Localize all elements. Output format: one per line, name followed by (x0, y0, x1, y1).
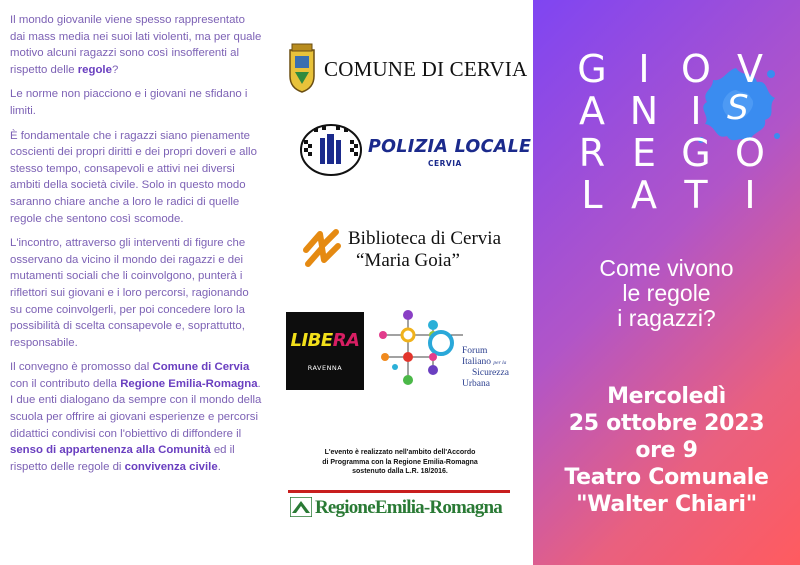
libera-subtitle: RAVENNA (307, 364, 343, 372)
libera-word-b: RA (332, 330, 360, 351)
title-row-4 (577, 174, 787, 216)
title-letter: I (744, 173, 756, 217)
intro-p1-text: Il mondo giovanile viene spesso rappresentato dai mass media nei suoi lati violenti, ma per quale motivo alcuni ragazzi sono così insofferenti al rispetto delle (10, 14, 262, 76)
title-letter: N (629, 89, 659, 133)
title-letter: G (681, 131, 711, 175)
biblioteca-name: Biblioteca di Cervia (348, 228, 502, 249)
title-letter: I (690, 89, 702, 133)
biblioteca-swirl-icon (300, 220, 344, 272)
intro-p5-b: Comune di Cervia (152, 361, 250, 374)
title-letter: E (631, 131, 656, 175)
title-letter: O (735, 131, 765, 175)
intro-p1-end: ? (111, 63, 119, 76)
intro-paragraph-2: Le norme non piacciono e i giovani ne sfidano i limiti. (10, 88, 248, 117)
forum-line-4: Urbana (462, 378, 490, 389)
biblioteca-dedication: “Maria Goia” (356, 250, 460, 271)
forum-line-1: Forum (462, 346, 488, 356)
event-day: Mercoledì (607, 384, 726, 409)
biblioteca-logo (300, 218, 515, 278)
intro-p5-e: . I due enti dialogano da sempre con il mondo della scuola per offrire ai giovani esperienze e percorsi didattici condivisi con l'obiettivo di diffondere il (10, 377, 262, 440)
intro-text-column (10, 12, 262, 483)
event-venue-name: "Walter Chiari" (576, 492, 757, 517)
intro-p5-c: con il contributo della (10, 377, 121, 390)
regione-red-bar (288, 490, 510, 493)
title-letter: A (579, 89, 605, 133)
question-text (533, 256, 800, 331)
accord-notice (280, 448, 520, 477)
title-letter: O (681, 47, 711, 91)
title-row-2 (577, 90, 787, 132)
intro-p5-f: senso di appartenenza alla Comunità (10, 444, 211, 457)
intro-p5-i: . (217, 460, 221, 473)
title-s-letter: S (727, 88, 749, 128)
regione-emblem-icon (290, 497, 312, 517)
title-letter: R (578, 131, 606, 175)
title-panel (533, 0, 800, 565)
intro-p1-bold: regole (77, 63, 112, 76)
intro-p5-d: Regione Emilia-Romagna (120, 377, 258, 390)
forum-line-2-b: per la (493, 359, 507, 366)
title-row-1 (577, 48, 787, 90)
libera-word (286, 330, 364, 351)
event-venue: Teatro Comunale (564, 465, 769, 490)
title-letter: L (581, 173, 603, 217)
question-line-1: Come vivono (599, 255, 734, 281)
title-letter: I (638, 47, 650, 91)
libera-word-a: LIBE (290, 330, 333, 351)
title-letter: G (577, 47, 607, 91)
polizia-locale-logo (300, 124, 532, 176)
forum-line-3: Sicurezza (472, 368, 509, 378)
title-letter: V (737, 47, 763, 91)
intro-paragraph-5 (10, 359, 262, 475)
intro-p5-g: ed il rispetto delle regole di (10, 444, 235, 473)
polizia-title: POLIZIA LOCALE (368, 137, 532, 157)
comune-cervia-logo-text: COMUNE DI CERVIA (324, 57, 528, 81)
comune-cervia-coat-icon (287, 42, 317, 94)
title-letters (577, 48, 787, 216)
event-date: 25 ottobre 2023 (568, 411, 765, 436)
title-letter: A (631, 173, 657, 217)
title-letter: T (684, 173, 708, 217)
forum-line-2-a: Italiano (462, 356, 494, 367)
intro-p5-h: convivenza civile (124, 460, 218, 473)
event-time: ore 9 (635, 438, 698, 463)
regione-logo-text: RegioneEmilia-Romagna (315, 497, 502, 518)
question-line-2: le regole (622, 280, 711, 306)
accord-line-2: di Programma con la Regione Emilia-Romagna (322, 458, 478, 466)
libera-ravenna-logo (286, 312, 364, 390)
intro-p5-a: Il convegno è promosso dal (10, 361, 153, 374)
question-line-3: i ragazzi? (617, 305, 716, 331)
forum-line-2 (462, 357, 509, 369)
event-details (533, 383, 800, 518)
accord-line-3: sostenuto dalla L.R. 18/2016. (352, 468, 448, 476)
intro-paragraph-3: È fondamentale che i ragazzi siano pienamente coscienti dei propri diritti e dei propri doveri e allo stesso tempo, consapevoli e attivi nei diversi ambiti della società civile. Solo in questo modo saranno chiare anche a loro le radici di quelle regole che sentono così scomode. (10, 129, 257, 225)
intro-paragraph-4: L'incontro, attraverso gli interventi di figure che osservano da vicino il mondo dei ragazzi e dei mutamenti sociali che li coinvolgono, punterà i riflettori sui giovani e i loro percorsi, ragionando su come coinvolgerli, per poi concedere loro la possibilità di scelta consapevole e, soprattutto, responsabile. (10, 237, 249, 349)
accord-line-1: L'evento è realizzato nell'ambito dell'Accordo (324, 449, 476, 456)
polizia-subtitle: CERVIA (428, 159, 462, 168)
polizia-badge-icon (300, 124, 362, 176)
title-row-3 (577, 132, 787, 174)
intro-paragraph-1 (10, 12, 262, 78)
forum-text (462, 346, 509, 389)
